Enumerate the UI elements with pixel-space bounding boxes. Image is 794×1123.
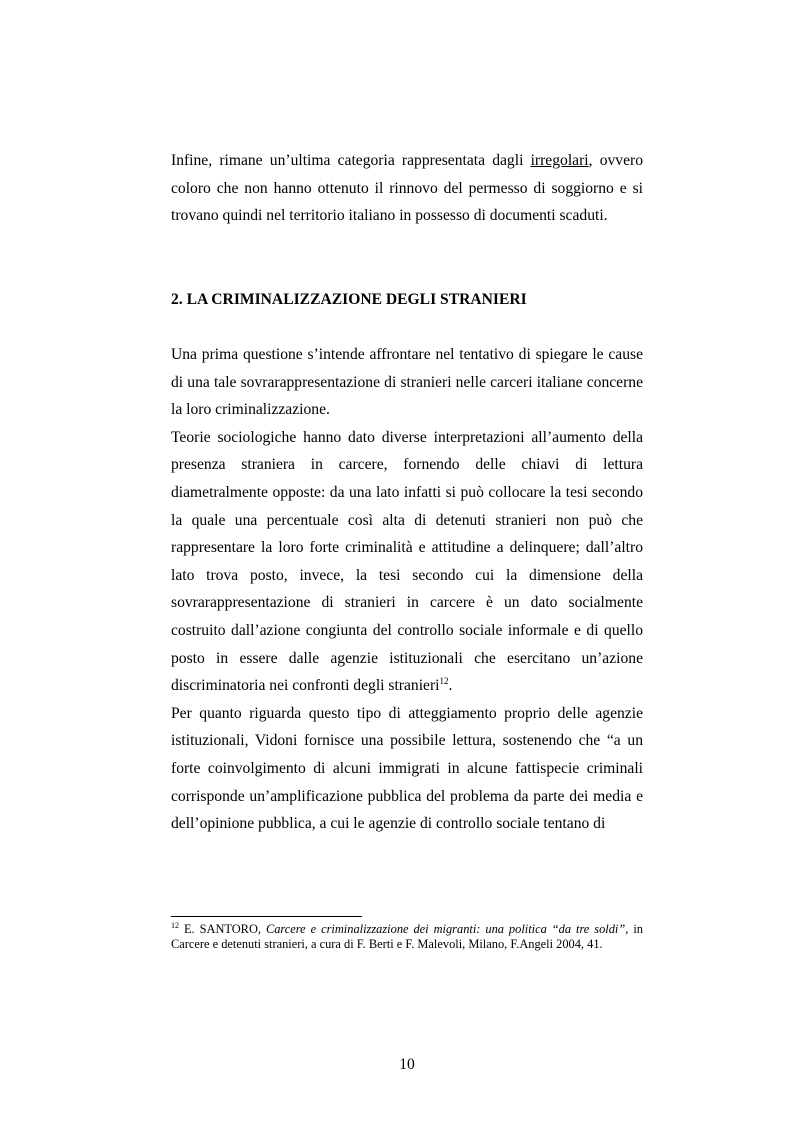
footnote-reference[interactable]: 12	[439, 675, 449, 686]
intro-text-before: Infine, rimane un’ultima categoria rappresentata dagli	[171, 152, 531, 169]
paragraph-2-end: .	[448, 677, 453, 695]
footnote-number: 12	[171, 920, 179, 930]
intro-paragraph	[171, 147, 643, 230]
footnote-12	[171, 922, 643, 953]
footnote-author: E. SANTORO,	[179, 922, 266, 936]
irregolari-term: irregolari	[530, 152, 589, 169]
paragraph-1: Una prima questione s’intende affrontare nel tentativo di spiegare le cause di una tale sovrarappresentazione di stranieri nelle carceri italiane concerne la loro criminalizzazione.	[171, 346, 643, 419]
section-body	[171, 341, 643, 838]
footnote-rest: , in Carcere e detenuti stranieri, a cura di F. Berti e F. Malevoli, Milano, F.Angeli 2004, 41.	[171, 922, 643, 952]
section-heading: 2. LA CRIMINALIZZAZIONE DEGLI STRANIERI	[171, 291, 527, 308]
paragraph-2	[171, 424, 643, 700]
footnote-title: Carcere e criminalizzazione dei migranti: una politica “da tre soldi”	[265, 922, 626, 936]
page-number: 10	[399, 1056, 415, 1073]
intro-text-after: , ovvero coloro che non hanno ottenuto il rinnovo del permesso di soggiorno e si trovano quindi nel territorio italiano in possesso di documenti scaduti.	[171, 152, 643, 225]
paragraph-3: Per quanto riguarda questo tipo di atteggiamento proprio delle agenzie istituzionali, Vidoni fornisce una possibile lettura, sostenendo che “a un forte coinvolgimento di alcuni immigrati in alcune fattispecie criminali corrisponde un’amplificazione pubblica del problema da parte dei media e dell’opinione pubblica, a cui le agenzie di controllo sociale tentano di	[171, 704, 643, 833]
footnote-divider	[171, 916, 362, 917]
paragraph-2-text: Teorie sociologiche hanno dato diverse interpretazioni all’aumento della presenza straniera in carcere, fornendo delle chiavi di lettura diametralmente opposte: da una lato infatti si può collocare la tesi secondo la quale una percentuale così alta di detenuti stranieri non può che rappresentare la loro forte criminalità e attitudine a delinquere; dall’altro lato trova posto, invece, la tesi secondo cui la dimensione della sovrarappresentazione di stranieri in carcere è un dato socialmente costruito dall’azione congiunta del controllo sociale informale e di quello posto in essere dalle agenzie istituzionali che esercitano un’azione discriminatoria nei confronti degli stranieri	[171, 428, 643, 695]
